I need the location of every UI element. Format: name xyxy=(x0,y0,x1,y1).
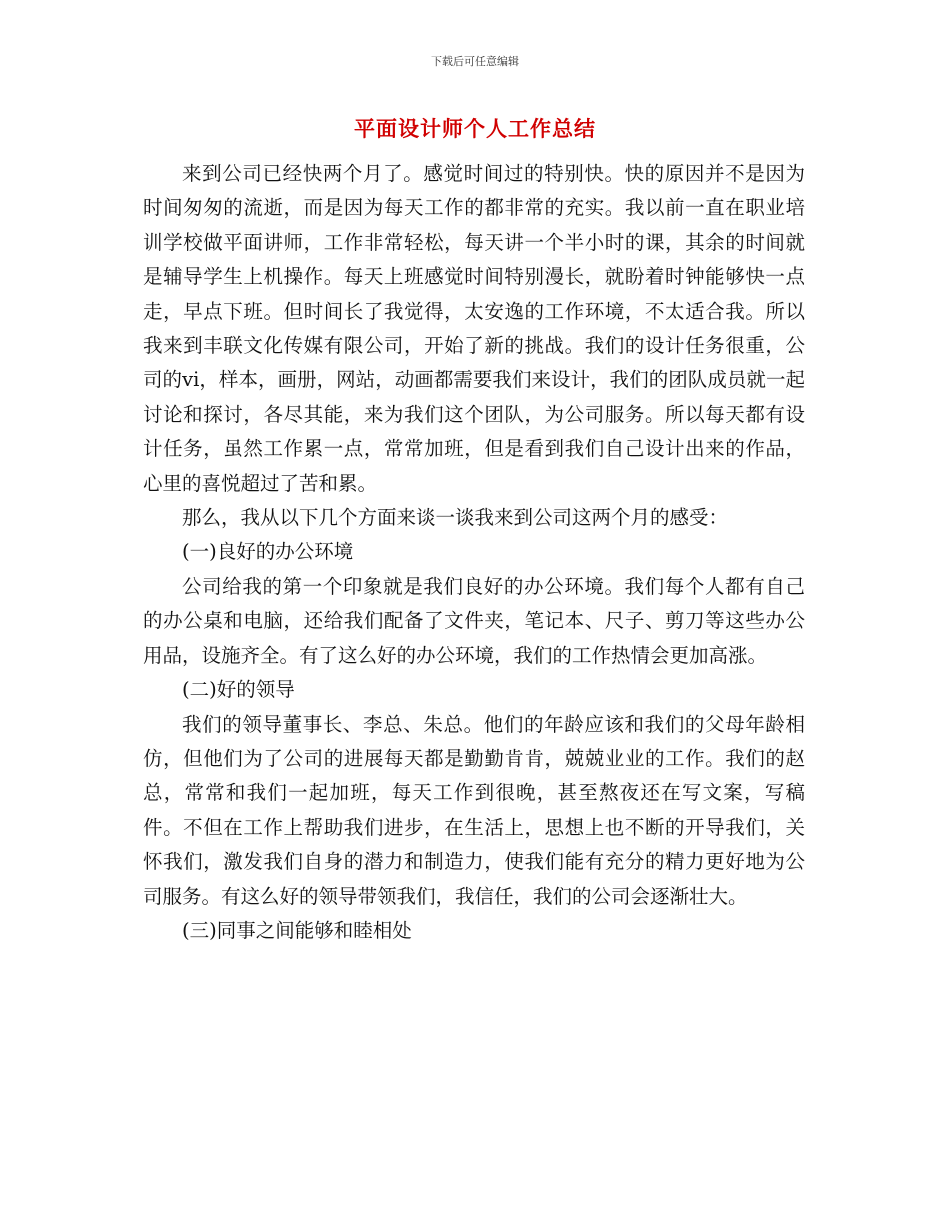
paragraph-leadership: 我们的领导董事长、李总、朱总。他们的年龄应该和我们的父母年龄相仿，但他们为了公司的进展每天都是勤勤肯肯，兢兢业业的工作。我们的赵总，常常和我们一起加班，每天工作到很晚，甚至熬夜还在写文案，写稿件。不但在工作上帮助我们进步，在生活上，思想上也不断的开导我们，关怀我们，激发我们自身的潜力和制造力，使我们能有充分的精力更好地为公司服务。有这么好的领导带领我们，我信任，我们的公司会逐渐壮大。 xyxy=(143,712,805,908)
section-heading-2: (二)好的领导 xyxy=(182,678,295,702)
section-heading-1: (一)良好的办公环境 xyxy=(182,540,354,564)
paragraph-intro: 来到公司已经快两个月了。感觉时间过的特别快。快的原因并不是因为时间匆匆的流逝，而是因为每天工作的都非常的充实。我以前一直在职业培训学校做平面讲师，工作非常轻松，每天讲一个半小时的课，其余的时间就是辅导学生上机操作。每天上班感觉时间特别漫长，就盼着时钟能够快一点走，早点下班。但时间长了我觉得，太安逸的工作环境，不太适合我。所以我来到丰联文化传媒有限公司，开始了新的挑战。我们的设计任务很重，公司的vi，样本，画册，网站，动画都需要我们来设计，我们的团队成员就一起讨论和探讨，各尽其能，来为我们这个团队，为公司服务。所以每天都有设计任务，虽然工作累一点，常常加班，但是看到我们自己设计出来的作品，心里的喜悦超过了苦和累。 xyxy=(143,162,805,495)
document-title: 平面设计师个人工作总结 xyxy=(354,116,596,141)
header-note: 下载后可任意编辑 xyxy=(431,55,519,68)
document-body xyxy=(143,157,805,948)
section-heading-3: (三)同事之间能够和睦相处 xyxy=(182,918,412,942)
paragraph-lead-in: 那么，我从以下几个方面来谈一谈我来到公司这两个月的感受： xyxy=(182,506,729,530)
paragraph-office-environment: 公司给我的第一个印象就是我们良好的办公环境。我们每个人都有自己的办公桌和电脑，还给我们配备了文件夹，笔记本、尺子、剪刀等这些办公用品，设施齐全。有了这么好的办公环境，我们的工作热情会更加高涨。 xyxy=(143,574,805,667)
